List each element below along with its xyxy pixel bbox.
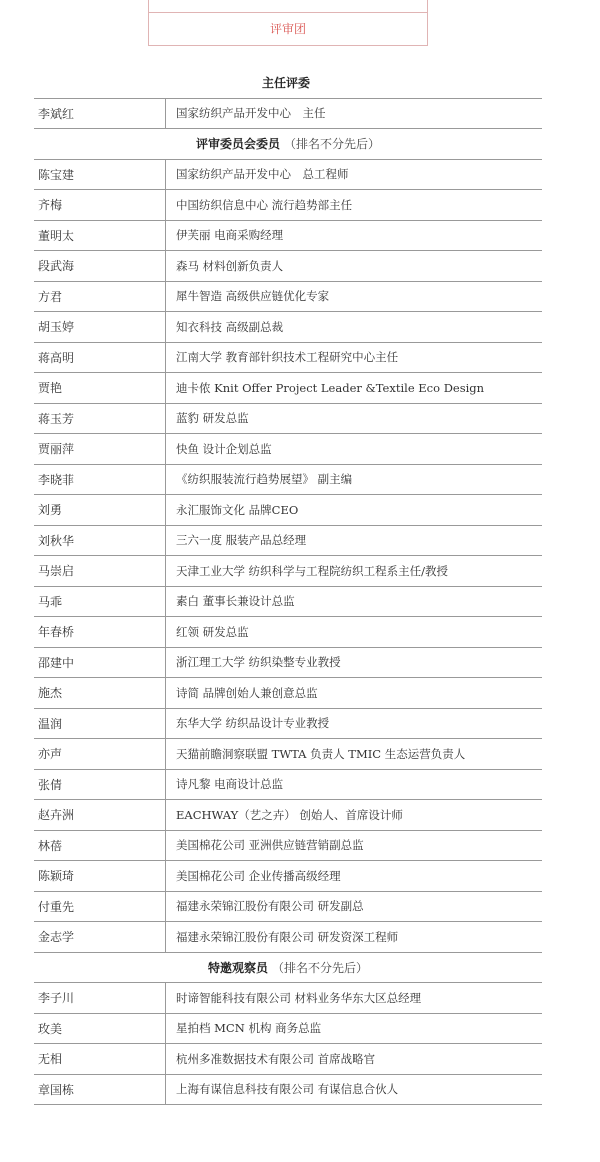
table-row xyxy=(34,465,542,496)
member-title: 永汇服饰文化 品牌CEO xyxy=(176,502,299,517)
member-name: 温润 xyxy=(34,709,166,739)
member-name: 施杰 xyxy=(34,678,166,708)
member-title: 伊芙丽 电商采购经理 xyxy=(176,228,284,243)
section-title: 主任评委 xyxy=(261,76,310,91)
table-row xyxy=(34,922,542,953)
member-name: 陈颖琦 xyxy=(34,861,166,891)
table-row xyxy=(34,800,542,831)
table-row xyxy=(34,343,542,374)
table-row xyxy=(34,1075,542,1106)
section-header xyxy=(34,129,542,160)
table-row xyxy=(34,709,542,740)
member-name: 亦声 xyxy=(34,739,166,769)
table-row xyxy=(34,892,542,923)
member-title: 森马 材料创新负责人 xyxy=(176,258,284,273)
member-title: 中国纺织信息中心 流行趋势部主任 xyxy=(176,197,353,212)
member-title: 天津工业大学 纺织科学与工程院纺织工程系主任/教授 xyxy=(176,563,449,578)
member-title: 红领 研发总监 xyxy=(176,624,249,639)
member-name: 段武海 xyxy=(34,251,166,281)
member-name: 贾丽萍 xyxy=(34,434,166,464)
member-title: 杭州多准数据技术有限公司 首席战略官 xyxy=(176,1051,376,1066)
table-row xyxy=(34,282,542,313)
member-name: 李晓菲 xyxy=(34,465,166,495)
section-title: 特邀观察员 xyxy=(207,960,268,975)
member-title: 素白 董事长兼设计总监 xyxy=(176,594,295,609)
member-title: 迪卡侬 Knit Offer Project Leader &Textile Eco Design xyxy=(176,380,485,395)
member-name: 蒋高明 xyxy=(34,343,166,373)
member-title: 美国棉花公司 亚洲供应链营销副总监 xyxy=(176,838,364,853)
member-title: 福建永荣锦江股份有限公司 研发资深工程师 xyxy=(176,929,399,944)
member-name: 马崇启 xyxy=(34,556,166,586)
table-row xyxy=(34,221,542,252)
jury-table xyxy=(34,68,542,1105)
member-name: 金志学 xyxy=(34,922,166,952)
member-title: 浙江理工大学 纺织染整专业教授 xyxy=(176,655,341,670)
table-row xyxy=(34,495,542,526)
member-name: 刘秋华 xyxy=(34,526,166,556)
member-title: 《纺织服装流行趋势展望》 副主编 xyxy=(176,472,353,487)
member-name: 章国栋 xyxy=(34,1075,166,1105)
jury-tab[interactable] xyxy=(148,0,428,46)
member-title: 时谛智能科技有限公司 材料业务华东大区总经理 xyxy=(176,990,422,1005)
member-name: 赵卉洲 xyxy=(34,800,166,830)
member-title: 诗简 品牌创始人兼创意总监 xyxy=(176,685,318,700)
member-title: 蓝豹 研发总监 xyxy=(176,411,249,426)
table-row xyxy=(34,617,542,648)
member-title: 星拍档 MCN 机构 商务总监 xyxy=(176,1021,322,1036)
member-title: EACHWAY（艺之卉） 创始人、首席设计师 xyxy=(176,807,403,822)
table-row xyxy=(34,312,542,343)
table-row xyxy=(34,648,542,679)
table-row xyxy=(34,1044,542,1075)
member-name: 陈宝建 xyxy=(34,160,166,190)
table-row xyxy=(34,1014,542,1045)
member-name: 年春桥 xyxy=(34,617,166,647)
member-title: 国家纺织产品开发中心 总工程师 xyxy=(176,167,349,182)
member-name: 胡玉婷 xyxy=(34,312,166,342)
table-row xyxy=(34,160,542,191)
section-note: （排名不分先后） xyxy=(272,960,369,975)
table-row xyxy=(34,556,542,587)
member-name: 李子川 xyxy=(34,983,166,1013)
member-title: 上海有谋信息科技有限公司 有谋信息合伙人 xyxy=(176,1082,399,1097)
member-name: 李斌红 xyxy=(34,99,166,129)
section-header xyxy=(34,68,542,99)
member-name: 林蓓 xyxy=(34,831,166,861)
table-row xyxy=(34,739,542,770)
table-row xyxy=(34,373,542,404)
member-name: 蒋玉芳 xyxy=(34,404,166,434)
member-name: 贾艳 xyxy=(34,373,166,403)
table-row xyxy=(34,831,542,862)
table-row xyxy=(34,99,542,130)
tab-upper-strip xyxy=(149,0,427,13)
table-row xyxy=(34,190,542,221)
member-name: 方君 xyxy=(34,282,166,312)
member-title: 知衣科技 高级副总裁 xyxy=(176,319,284,334)
table-row xyxy=(34,983,542,1014)
jury-tab-label: 评审团 xyxy=(269,22,306,36)
member-title: 国家纺织产品开发中心 主任 xyxy=(176,106,326,121)
table-row xyxy=(34,678,542,709)
member-title: 三六一度 服装产品总经理 xyxy=(176,533,307,548)
member-name: 张倩 xyxy=(34,770,166,800)
member-title: 快鱼 设计企划总监 xyxy=(176,441,272,456)
table-row xyxy=(34,251,542,282)
section-title: 评审委员会委员 xyxy=(195,137,280,152)
table-row xyxy=(34,587,542,618)
member-name: 刘勇 xyxy=(34,495,166,525)
table-row xyxy=(34,404,542,435)
member-name: 付重先 xyxy=(34,892,166,922)
member-name: 董明太 xyxy=(34,221,166,251)
member-name: 齐梅 xyxy=(34,190,166,220)
table-row xyxy=(34,770,542,801)
member-title: 江南大学 教育部针织技术工程研究中心主任 xyxy=(176,350,399,365)
member-name: 无相 xyxy=(34,1044,166,1074)
table-row xyxy=(34,861,542,892)
table-row xyxy=(34,526,542,557)
member-name: 马乖 xyxy=(34,587,166,617)
member-title: 天猫前瞻洞察联盟 TWTA 负责人 TMIC 生态运营负责人 xyxy=(176,746,466,761)
member-title: 福建永荣锦江股份有限公司 研发副总 xyxy=(176,899,364,914)
member-title: 犀牛智造 高级供应链优化专家 xyxy=(176,289,330,304)
section-header xyxy=(34,953,542,984)
table-row xyxy=(34,434,542,465)
member-title: 东华大学 纺织品设计专业教授 xyxy=(176,716,330,731)
section-note: （排名不分先后） xyxy=(284,137,381,152)
member-name: 玫美 xyxy=(34,1014,166,1044)
member-title: 美国棉花公司 企业传播高级经理 xyxy=(176,868,341,883)
member-name: 邵建中 xyxy=(34,648,166,678)
member-title: 诗凡黎 电商设计总监 xyxy=(176,777,284,792)
